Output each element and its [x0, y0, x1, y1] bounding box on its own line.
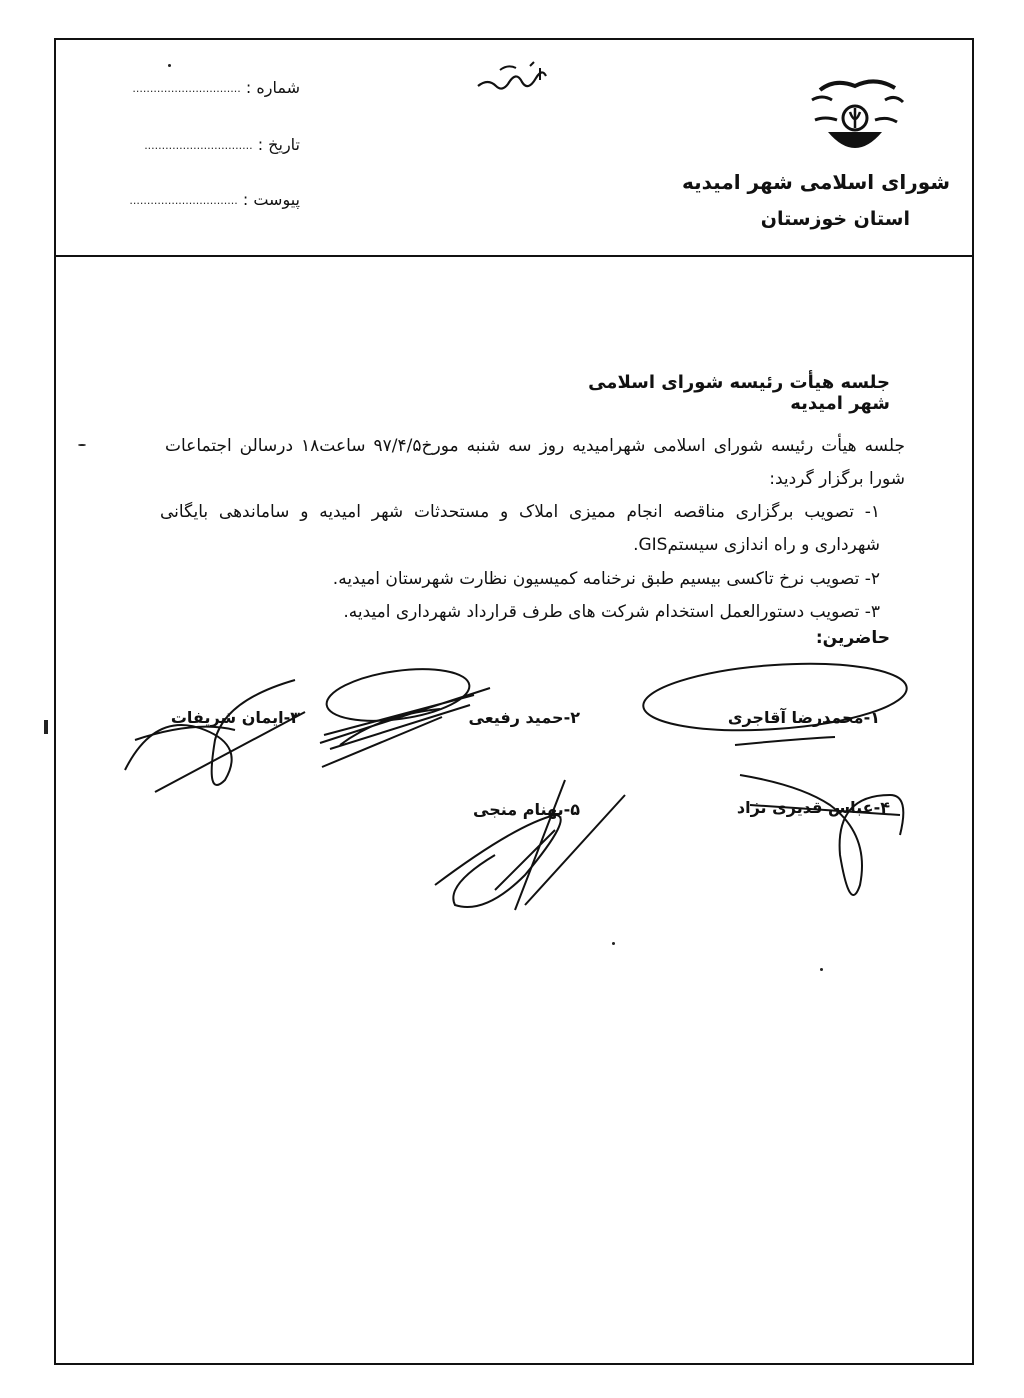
- attendee-4: ۴-عباس قدیری نژاد: [736, 798, 890, 817]
- iran-emblem-logo: [800, 70, 910, 160]
- resolution-item-2: ۲- تصویب نرخ تاکسی بیسیم طبق نرخنامه کمیسیون نظارت شهرستان امیدیه.: [332, 569, 880, 589]
- signature-5: [425, 770, 635, 920]
- number-field: [78, 78, 300, 97]
- meeting-intro: جلسه هیأت رئیسه شورای اسلامی شهرامیدیه روز سه شنبه مورخ۹۷/۴/۵ ساعت۱۸ درسالن اجتماعات شورا برگزار گردید:: [165, 436, 905, 489]
- attendee-1: ۱-محمدرضا آقاجری: [727, 708, 880, 727]
- attachment-field: [78, 190, 300, 209]
- scan-speck: [820, 968, 823, 971]
- signature-1: [640, 655, 930, 755]
- attendees-label: حاضرین:: [815, 628, 890, 648]
- basmala-calligraphy: [470, 58, 560, 98]
- scan-speck: [44, 720, 48, 734]
- header-divider: [54, 255, 974, 257]
- signature-2: [310, 665, 500, 775]
- date-label: تاریخ :: [257, 135, 300, 154]
- attachment-dots: ...............................: [129, 194, 238, 207]
- scan-speck: [78, 444, 86, 446]
- council-name: شورای اسلامی شهر امیدیه: [681, 170, 950, 194]
- resolution-item-3: ۳- تصویب دستورالعمل استخدام شرکت های طرف قرارداد شهرداری امیدیه.: [343, 602, 880, 622]
- date-dots: ...............................: [144, 139, 253, 152]
- signature-3: [115, 680, 325, 800]
- meeting-title: جلسه هیأت رئیسه شورای اسلامی شهر امیدیه: [588, 372, 890, 414]
- date-field: [78, 135, 300, 154]
- number-label: شماره :: [245, 78, 300, 97]
- signature-4: [720, 765, 920, 915]
- scan-speck: [612, 942, 615, 945]
- attachment-label: پیوست :: [242, 190, 300, 209]
- number-dots: ...............................: [132, 82, 241, 95]
- resolution-item-1: ۱- تصویب برگزاری مناقصه انجام ممیزی املاک و مستحدثات شهر امیدیه و ساماندهی بایگانی شهرداری و راه اندازی سیستمGIS.: [160, 502, 880, 555]
- attendee-3: ۳-ایمان شریفات: [170, 708, 300, 727]
- scan-speck: [168, 64, 171, 67]
- attendee-5: ۵-بهنام منجی: [473, 800, 580, 819]
- attendee-2: ۲-حمید رفیعی: [468, 708, 580, 727]
- province-name: استان خوزستان: [760, 208, 910, 230]
